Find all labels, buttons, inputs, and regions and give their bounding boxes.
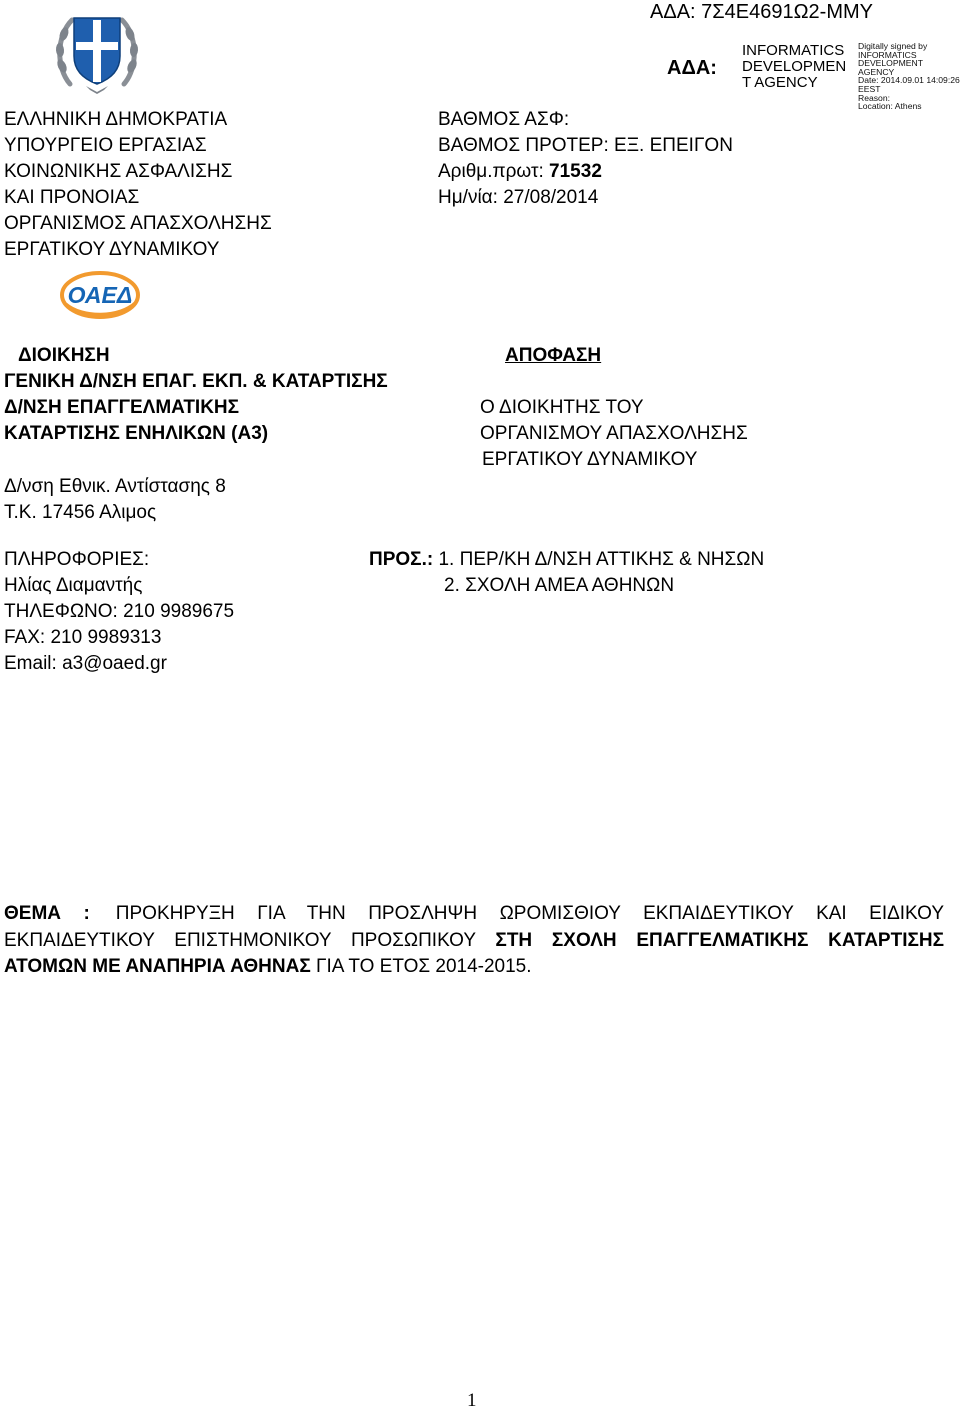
decision-title: ΑΠΟΦΑΣΗ: [505, 345, 602, 366]
governor-line: Ο ΔΙΟΙΚΗΤΗΣ ΤΟΥ: [480, 397, 644, 418]
admin-line: ΚΑΤΑΡΤΙΣΗΣ ΕΝΗΛΙΚΩΝ (Α3): [4, 423, 269, 444]
subject-tail: ΓΙΑ ΤΟ ΕΤΟΣ 2014-2015.: [316, 956, 532, 977]
recipients-block: [369, 547, 764, 599]
subject-paragraph: [4, 901, 944, 981]
governor-line: ΕΡΓΑΤΙΚΟΥ ΔΥΝΑΜΙΚΟΥ: [482, 449, 698, 470]
recipient-line: [369, 547, 764, 573]
subject-line: [4, 901, 944, 928]
subject-line: [4, 954, 944, 981]
address-block: [4, 474, 226, 526]
oaed-logo: [58, 268, 142, 322]
org-line: ΕΛΛΗΝΙΚΗ ΔΗΜΟΚΡΑΤΙΑ: [4, 109, 228, 130]
org-line: ΚΑΙ ΠΡΟΝΟΙΑΣ: [4, 187, 140, 208]
admin-line: ΓΕΝΙΚΗ Δ/ΝΣΗ ΕΠΑΓ. ΕΚΠ. & ΚΑΤΑΡΤΙΣΗΣ: [4, 371, 388, 392]
signature-agency: INFORMATICS DEVELOPMEN T AGENCY: [742, 42, 847, 91]
grade-block: [438, 107, 733, 211]
greek-emblem-icon: [50, 6, 144, 96]
organization-block: [4, 107, 272, 263]
priority-grade: ΒΑΘΜΟΣ ΠΡΟΤΕΡ: ΕΞ. ΕΠΕΙΓΟΝ: [438, 135, 733, 156]
protocol-number: 71532: [549, 161, 602, 182]
org-line: ΟΡΓΑΝΙΣΜΟΣ ΑΠΑΣΧΟΛΗΣΗΣ: [4, 213, 272, 234]
street-address: Δ/νση Εθνικ. Αντίστασης 8: [4, 476, 226, 497]
administration-block: [4, 343, 388, 447]
postcode: Τ.Κ. 17456 Αλιμος: [4, 502, 157, 523]
info-label: ΠΛΗΡΟΦΟΡΙΕΣ:: [4, 549, 150, 570]
date-value: 27/08/2014: [503, 187, 599, 208]
org-line: ΕΡΓΑΤΙΚΟΥ ΔΥΝΑΜΙΚΟΥ: [4, 239, 220, 260]
signature-details: Digitally signed by INFORMATICS DEVELOPMENT AGENCY Date: 2014.09.01 14:09:26 EEST Reason: Location: Athens: [858, 41, 960, 112]
subject-bold-text: ΣΤΗ ΣΧΟΛΗ ΕΠΑΓΓΕΛΜΑΤΙΚΗΣ ΚΑΤΑΡΤΙΣΗΣ: [495, 929, 944, 951]
subject-label: ΘΕΜΑ :: [4, 903, 90, 924]
org-line: ΚΟΙΝΩΝΙΚΗΣ ΑΣΦΑΛΙΣΗΣ: [4, 161, 233, 182]
recipient-item: 1. ΠΕΡ/ΚΗ Δ/ΝΣΗ ΑΤΤΙΚΗΣ & ΝΗΣΩΝ: [438, 549, 765, 570]
subject-bold-text: ΑΤΟΜΩΝ ΜΕ ΑΝΑΠΗΡΙΑ ΑΘΗΝΑΣ: [4, 956, 311, 977]
contact-info-block: [4, 547, 234, 677]
contact-email: Email: a3@oaed.gr: [4, 653, 167, 674]
governor-block: [480, 395, 748, 473]
ada-number: ΑΔΑ: 7Σ4Ε4691Ω2-ΜΜΥ: [650, 1, 873, 23]
org-line: ΥΠΟΥΡΓΕΙΟ ΕΡΓΑΣΙΑΣ: [4, 135, 207, 156]
contact-phone: ΤΗΛΕΦΩΝΟ: 210 9989675: [4, 601, 235, 622]
contact-fax: FAX: 210 9989313: [4, 627, 162, 648]
subject-text: ΕΚΠΑΙΔΕΥΤΙΚΟΥ ΕΠΙΣΤΗΜΟΝΙΚΟΥ ΠΡΟΣΩΠΙΚΟΥ: [4, 929, 476, 951]
protocol-label: Αριθμ.πρωτ:: [438, 161, 544, 182]
governor-line: ΟΡΓΑΝΙΣΜΟΥ ΑΠΑΣΧΟΛΗΣΗΣ: [480, 423, 748, 444]
security-grade: ΒΑΘΜΟΣ ΑΣΦ:: [438, 109, 570, 130]
contact-name: Ηλίας Διαμαντής: [4, 575, 143, 596]
subject-text: ΠΡΟΚΗΡΥΞΗ ΓΙΑ ΤΗΝ ΠΡΟΣΛΗΨΗ ΩΡΟΜΙΣΘΙΟΥ ΕΚΠΑΙΔΕΥΤΙΚΟΥ ΚΑΙ ΕΙΔΙΚΟΥ: [115, 903, 944, 924]
subject-line: [4, 928, 944, 955]
ada-label: ΑΔΑ:: [667, 57, 717, 79]
date-line: [438, 185, 733, 211]
administration-title: ΔΙΟΙΚΗΣΗ: [18, 345, 110, 366]
admin-line: Δ/ΝΣΗ ΕΠΑΓΓΕΛΜΑΤΙΚΗΣ: [4, 397, 240, 418]
oaed-logo-text: ΟΑΕΔ: [67, 282, 133, 308]
recipient-item: 2. ΣΧΟΛΗ ΑΜΕΑ ΑΘΗΝΩΝ: [444, 575, 675, 596]
protocol-number-line: [438, 159, 733, 185]
recipients-label: ΠΡΟΣ.:: [369, 549, 434, 570]
page-number: 1: [467, 1390, 477, 1411]
date-label: Ημ/νία:: [438, 187, 498, 208]
